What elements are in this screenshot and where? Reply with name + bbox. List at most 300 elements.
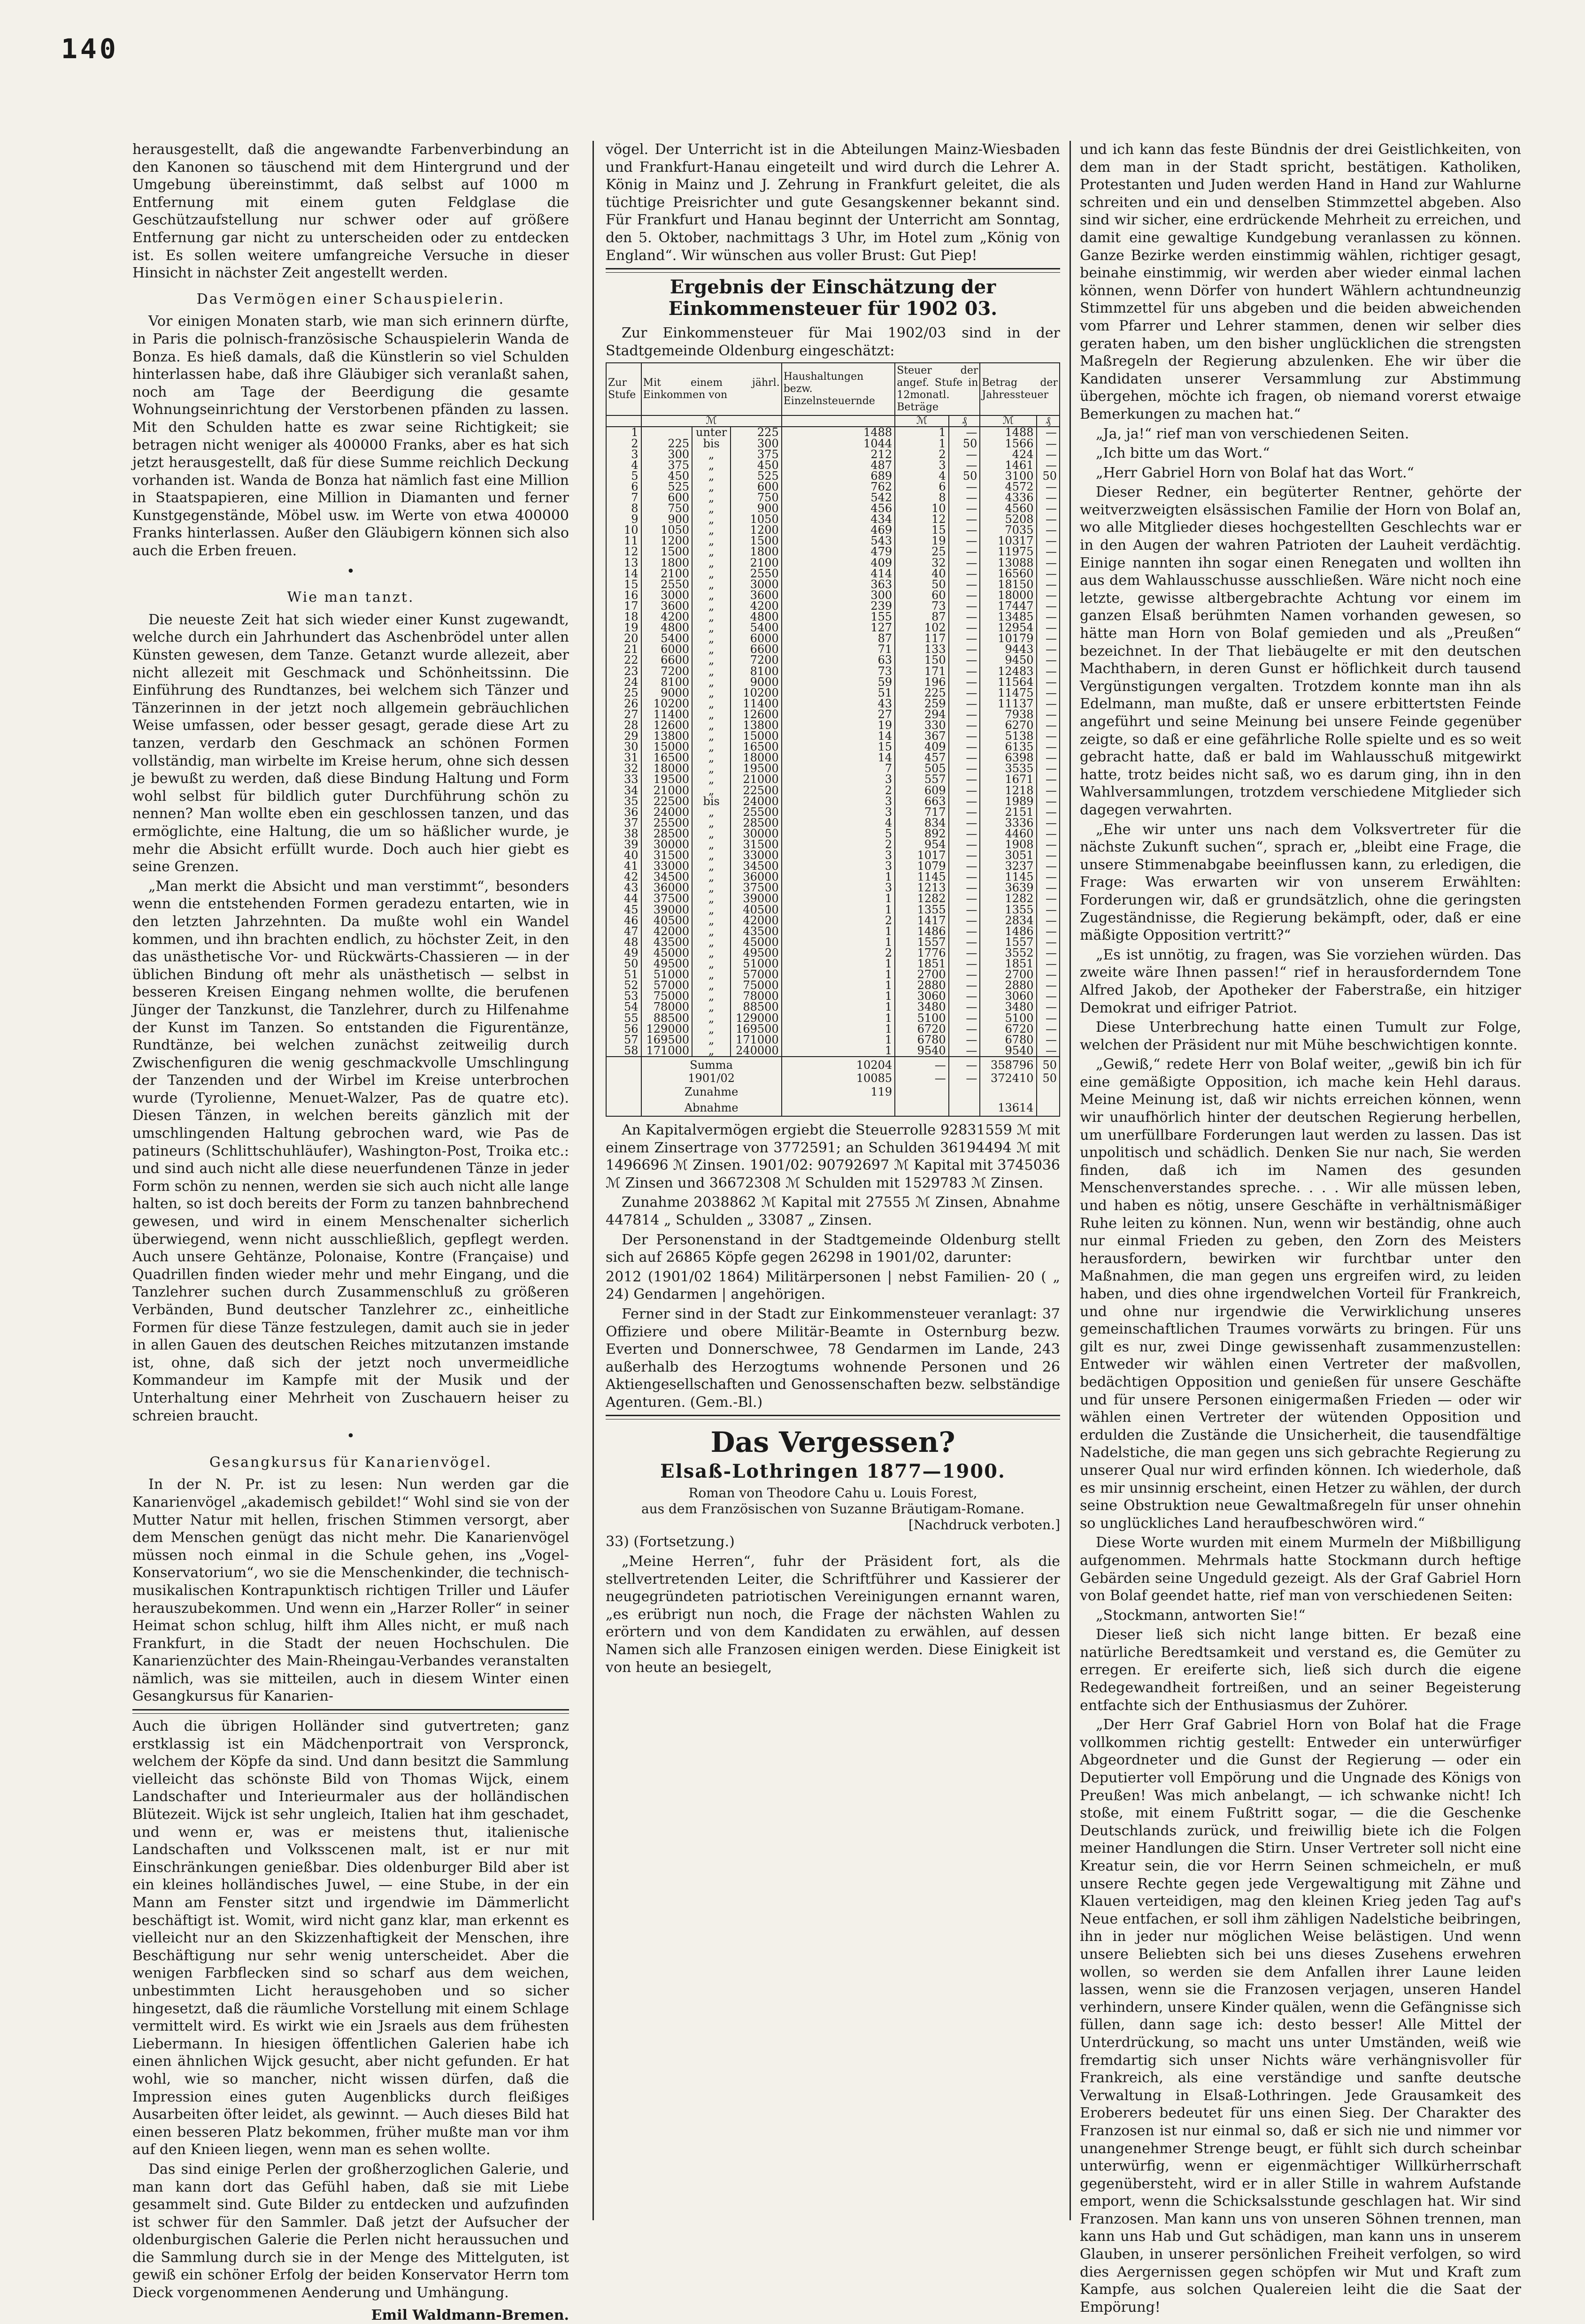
cell-rate-mark: 15 [895, 525, 949, 536]
cell-stufe: 45 [606, 905, 641, 915]
cell-rate-pf: — [949, 861, 980, 872]
cell-tax-mark: 4560 [980, 503, 1036, 514]
cell-tax-pf: — [1037, 991, 1060, 1002]
header-annual-tax: Betrag der Jahressteuer [980, 363, 1060, 415]
cell-tax-pf: — [1037, 915, 1060, 926]
cell-tax-pf: — [1037, 959, 1060, 969]
header-households: Haushaltungen bezw. Einzelnsteuernde [782, 363, 895, 415]
cell-tax-mark: 7035 [980, 525, 1036, 536]
section-heading: Das Vermögen einer Schauspielerin. [196, 291, 505, 307]
cell-tax-pf: — [1037, 546, 1060, 557]
cell-income-sep: „ [692, 633, 731, 644]
cell-income-sep: „ [692, 525, 731, 536]
paragraph: Ferner sind in der Stadt zur Einkommensteuer veranlagt: 37 Offiziere und obere Militär-Beamte in Osternburg bezw. Everten und Donnerschwee, 78 Gendarmen im Lande, 243 außerhalb des Herzogtums wohnende Personen und 26 Aktiengesellschaften und Genossenschaften bezw. selbständige Agenturen. (Gem.-Bl.) [606, 1305, 1060, 1411]
cell-households: 434 [782, 514, 895, 525]
cell-tax-pf: — [1037, 1002, 1060, 1012]
cell-income-sep: „ [692, 959, 731, 969]
cell-households: 87 [782, 633, 895, 644]
cell-tax-mark: 1851 [980, 959, 1036, 969]
cell-stufe: 30 [606, 742, 641, 752]
cell-rate-pf: — [949, 948, 980, 959]
cell-stufe: 54 [606, 1002, 641, 1012]
cell-tax-pf: — [1037, 590, 1060, 601]
cell-tax-mark: 1989 [980, 796, 1036, 807]
cell-rate-mark: 1 [895, 427, 949, 438]
cell-stufe: 42 [606, 872, 641, 882]
cell-rate-mark: 133 [895, 644, 949, 655]
cell-income-to: 375 [731, 449, 782, 460]
cell-tax-pf: — [1037, 644, 1060, 655]
cell-households: 1 [782, 980, 895, 991]
cell-income-from: 42000 [641, 926, 692, 937]
cell-tax-pf: — [1037, 905, 1060, 915]
cell-rate-pf: — [949, 980, 980, 991]
paragraph: In der N. Pr. ist zu lesen: Nun werden gar die Kanarienvögel „akademisch gebildet!“ Wohl sind sie von der Mutter Natur mit hellen, frischen Stimmen versorgt, aber dem Menschen genügt das nicht mehr. Die Kanarienvögel müssen noch einmal in die Schule gehen, ins „Vogel-Konservatorium“, wo sie die Menschenkinder, die technisch-musikalischen Kontrapunktisch richtigen Triller und Läufer herauszubekommen. Und wenn ein „Harzer Roller“ in seiner Heimat schon schlug, hilft ihm Alles nicht, er muß nach Frankfurt, in die Stadt der neuen Hochschulen. Die Kanarienzüchter des Main-Rheingau-Verbandes veranstalten nämlich, was sie mitteilen, auch in diesem Winter einen Gesangkursus für Kanarien- [132, 1476, 569, 1705]
cell-stufe: 17 [606, 601, 641, 612]
cell-rate-mark: 32 [895, 558, 949, 568]
zunahme-households: 119 [782, 1084, 895, 1100]
cell-income-sep: „ [692, 720, 731, 731]
cell-income-from: 15000 [641, 742, 692, 752]
separator-dot: • [346, 1428, 355, 1445]
cell-income-from: 45000 [641, 948, 692, 959]
cell-rate-pf: — [949, 622, 980, 633]
cell-income-sep: „ [692, 558, 731, 568]
cell-stufe: 27 [606, 709, 641, 720]
cell-income-to: 12600 [731, 709, 782, 720]
cell-rate-mark: 6 [895, 482, 949, 492]
cell-rate-mark: 150 [895, 655, 949, 666]
cell-rate-mark: 4 [895, 471, 949, 482]
cell-income-sep: „ [692, 905, 731, 915]
cell-households: 363 [782, 579, 895, 590]
header-tax-rate: Steuer der angef. Stufe in 12monatl. Beträge [895, 363, 980, 415]
cell-income-sep: „ [692, 568, 731, 579]
cell-tax-mark: 11564 [980, 677, 1036, 688]
cell-income-to: 22500 [731, 785, 782, 796]
cell-income-from: 5400 [641, 633, 692, 644]
cell-income-from: 25500 [641, 818, 692, 828]
cell-stufe: 10 [606, 525, 641, 536]
cell-tax-pf: — [1037, 752, 1060, 763]
cell-tax-mark: 10317 [980, 536, 1036, 546]
paragraph: „Gewiß,“ redete Herr von Bolaf weiter, „gewiß bin ich für eine gemäßigte Opposition, ich mache kein Hehl daraus. Meine Meinung ist, daß wir nichts erreichen können, wenn wir unaufhörlich hinter der deutschen Regierung herbellen, um unerfüllbare Forderungen laut werden zu lassen. Das ist unpolitisch und schädlich. Denken Sie nur nach, Sie werden finden, daß ich im Namen des gesunden Menschenverstandes spreche. . . . Wir alle müssen leben, und haben es nötig, unsere Geschäfte in verhältnismäßiger Ruhe leiten zu können. Nun, wenn wir beständig, ohne auch nur einmal Frieden zu geben, den Zorn des Meisters herausfordern, bewirken wir furchtbar unter den Maßnahmen, die man gegen uns ergreifen wird, zu leiden haben, und dies ohne irgendwelchen Vorteil für Frankreich, und ohne nur irgendwie die Verwirklichung unseres gemeinschaftlichen Traumes vorwärts zu bringen. Für uns gilt es nur, zwei Dinge gewissenhaft zusammenzustellen: Entweder wir wählen einen Vertreter der maßvollen, bedächtigen Opposition und genießen für unsere Geschäfte und für unsere Personen einigermaßen Frieden — oder wir wählen einen Vertreter der wütenden Opposition und erdulden die Zustände die Unsicherheit, die tausendfältige Nadelstiche, die man gegen uns sich gebrachte Regierung zu unserer Qual nur wird erfinden können. Ich wiederhole, daß es mir unsinnig erscheint, einen Hetzer zu wählen, der durch seine Obstruktion neue Gewaltmaßregeln für unser ohnehin so unglückliches Land heraufbeschwören wird.“ [1080, 1056, 1521, 1532]
cell-tax-mark: 4460 [980, 828, 1036, 839]
summa-households: 10204 [782, 1057, 895, 1073]
cell-income-from: 225 [641, 438, 692, 449]
paragraph: „Man merkt die Absicht und man verstimmt“, besonders wenn die entstehenden Formen geradezu entarten, wie in den letzten Jahrzehnten. Da mußte wohl ein Wandel kommen, und ihn brachten endlich, zu höchster Zeit, in den das unästhetische Vor- und Rückwärts-Chassieren — in der üblichen Bindung oft mehr als unästhetisch — selbst in besseren Kreisen Eingang nehmen wollte, die berufenen Jünger der Tanzkunst, die Tanzlehrer, durch zu Hilfenahme der Kunst im Tanzen. So entstanden die Figurentänze, Rundtänze, bei welchen zunächst zeitweilig durch Zwischenfiguren die wenig geschmackvolle Umschlingung der Tanzenden und der Wirbel im Kreise unterbrochen wurde (Tyrolienne, Menuet-Walzer, Pas de quatre etc). Diesen Tänzen, in welchen bereits gänzlich mit der umschlingenden Haltung gebrochen ward, wie Pas de patineurs (Schlittschuhläufer), Washington-Post, Troika etc.: und sind auch nicht alle diese neuerfundenen Tänze in jeder Form schön zu nennen, werden sie sich auch nicht alle lange halten, so ist doch bereits der Form zu tanzen bahnbrechend gewesen, und wird in einem Menschenalter sicherlich überwiegend, wenn nicht ausschließlich, gepflegt werden. Auch unsere Gehtänze, Polonaise, Kontre (Française) und Quadrillen finden wieder mehr und mehr Eingang, und die Tanzlehrer suchen durch Zusammenschluß zu größeren Verbänden, Bund deutscher Tanzlehrer zc., einheitliche Formen für diese Tänze festzulegen, damit auch sie in jeder in allen Gauen des deutschen Reiches mitzutanzen imstande ist, ohne, daß sich der jetzt noch unvermeidliche Kommandeur im Kampfe mit der Musik und der Unterhaltung einer Mehrheit von Zuschauern heiser zu schreien braucht. [132, 878, 569, 1424]
cell-tax-mark: 11475 [980, 688, 1036, 698]
cell-stufe: 18 [606, 612, 641, 622]
cell-income-from: 750 [641, 503, 692, 514]
cell-households: 1 [782, 905, 895, 915]
cell-income-sep: „ [692, 644, 731, 655]
cell-income-from: 3600 [641, 601, 692, 612]
paragraph: Zunahme 2038862 ℳ Kapital mit 27555 ℳ Zinsen, Abnahme 447814 „ Schulden „ 33087 „ Zinsen. [606, 1194, 1060, 1228]
cell-tax-pf: — [1037, 731, 1060, 742]
cell-tax-pf: — [1037, 882, 1060, 893]
cell-income-to: 37500 [731, 882, 782, 893]
cell-stufe: 1 [606, 427, 641, 438]
cell-rate-mark: 25 [895, 546, 949, 557]
cell-rate-mark: 2880 [895, 980, 949, 991]
section-rule [606, 268, 1060, 273]
cell-tax-mark: 3060 [980, 991, 1036, 1002]
cell-income-sep: „ [692, 514, 731, 525]
cell-rate-mark: 1145 [895, 872, 949, 882]
cell-income-sep: „ [692, 612, 731, 622]
cell-income-sep: „ [692, 828, 731, 839]
cell-tax-mark: 5138 [980, 731, 1036, 742]
cell-tax-pf: — [1037, 763, 1060, 774]
cell-stufe: 48 [606, 937, 641, 948]
cell-rate-mark: 330 [895, 720, 949, 731]
cell-rate-pf: — [949, 959, 980, 969]
cell-tax-mark: 10179 [980, 633, 1036, 644]
cell-households: 1 [782, 872, 895, 882]
cell-households: 1 [782, 1024, 895, 1035]
cell-households: 542 [782, 492, 895, 503]
novel-credit: Roman von Theodore Cahu u. Louis Forest, [688, 1485, 977, 1501]
cell-stufe: 13 [606, 558, 641, 568]
cell-tax-mark: 13088 [980, 558, 1036, 568]
cell-tax-mark: 3100 [980, 471, 1036, 482]
income-tax-table [606, 362, 1060, 1117]
cell-households: 71 [782, 644, 895, 655]
cell-stufe: 25 [606, 688, 641, 698]
cell-income-sep: „ [692, 948, 731, 959]
cell-stufe: 29 [606, 731, 641, 742]
cell-rate-mark: 663 [895, 796, 949, 807]
cell-households: 1 [782, 937, 895, 948]
table-title: Ergebnis der Einschätzung der Einkommensteuer für 1902 03. [668, 276, 998, 320]
cell-tax-pf: — [1037, 926, 1060, 937]
cell-stufe: 33 [606, 774, 641, 785]
cell-tax-pf: — [1037, 720, 1060, 731]
cell-stufe: 37 [606, 818, 641, 828]
cell-households: 300 [782, 590, 895, 601]
cell-income-sep: „ [692, 937, 731, 948]
cell-income-from: 9000 [641, 688, 692, 698]
cell-households: 1 [782, 893, 895, 904]
cell-tax-pf: — [1037, 612, 1060, 622]
cell-stufe: 28 [606, 720, 641, 731]
cell-stufe: 38 [606, 828, 641, 839]
cell-income-sep: „ [692, 688, 731, 698]
cell-income-from: 28500 [641, 828, 692, 839]
cell-income-from: 21000 [641, 785, 692, 796]
cell-tax-mark: 6270 [980, 720, 1036, 731]
cell-households: 1 [782, 959, 895, 969]
cell-income-from: 75000 [641, 991, 692, 1002]
cell-tax-mark: 18150 [980, 579, 1036, 590]
cell-rate-mark: 557 [895, 774, 949, 785]
cell-income-sep: „ [692, 546, 731, 557]
cell-income-to: 4200 [731, 601, 782, 612]
cell-income-to: 34500 [731, 861, 782, 872]
cell-income-to: 3000 [731, 579, 782, 590]
cell-income-from: 31500 [641, 850, 692, 861]
cell-income-from: 57000 [641, 980, 692, 991]
cell-tax-mark: 2880 [980, 980, 1036, 991]
cell-stufe: 2 [606, 438, 641, 449]
cell-income-to: 525 [731, 471, 782, 482]
cell-rate-pf: — [949, 969, 980, 980]
cell-tax-pf: — [1037, 688, 1060, 698]
cell-tax-pf: — [1037, 850, 1060, 861]
cell-households: 2 [782, 785, 895, 796]
cell-income-from: 2550 [641, 579, 692, 590]
cell-tax-mark: 1671 [980, 774, 1036, 785]
cell-tax-mark: 1908 [980, 839, 1036, 850]
cell-income-sep: bis [692, 438, 731, 449]
cell-income-sep: „ [692, 969, 731, 980]
cell-income-to: 240000 [731, 1045, 782, 1057]
cell-income-to: 6600 [731, 644, 782, 655]
cell-households: 1488 [782, 427, 895, 438]
cell-stufe: 40 [606, 850, 641, 861]
cell-income-from: 1050 [641, 525, 692, 536]
cell-income-sep: „ [692, 915, 731, 926]
cell-income-sep: unter [692, 427, 731, 438]
cell-stufe: 16 [606, 590, 641, 601]
cell-households: 59 [782, 677, 895, 688]
cell-income-from: 375 [641, 460, 692, 471]
paragraph: „Ja, ja!“ rief man von verschiedenen Seiten. [1096, 425, 1409, 442]
cell-income-from: 39000 [641, 905, 692, 915]
cell-rate-pf: — [949, 731, 980, 742]
cell-income-sep: „ [692, 763, 731, 774]
cell-income-sep: „ [692, 850, 731, 861]
cell-tax-pf: — [1037, 655, 1060, 666]
cell-rate-pf: — [949, 915, 980, 926]
cell-income-sep: „ [692, 536, 731, 546]
cell-tax-pf: — [1037, 525, 1060, 536]
cell-income-to: 1500 [731, 536, 782, 546]
cell-income-sep: „ [692, 1013, 731, 1024]
cell-income-sep: „ [692, 1024, 731, 1035]
cell-income-to: 6000 [731, 633, 782, 644]
cell-income-from: 8100 [641, 677, 692, 688]
cell-rate-mark: 3480 [895, 1002, 949, 1012]
cell-rate-mark: 102 [895, 622, 949, 633]
cell-rate-pf: — [949, 818, 980, 828]
cell-tax-pf: — [1037, 427, 1060, 438]
cell-income-sep: „ [692, 698, 731, 709]
cell-income-from: 51000 [641, 969, 692, 980]
cell-tax-pf: — [1037, 677, 1060, 688]
cell-stufe: 32 [606, 763, 641, 774]
cell-stufe: 49 [606, 948, 641, 959]
cell-rate-mark: 8 [895, 492, 949, 503]
cell-income-to: 18000 [731, 752, 782, 763]
cell-income-to: 750 [731, 492, 782, 503]
cell-households: 409 [782, 558, 895, 568]
cell-tax-mark: 424 [980, 449, 1036, 460]
cell-income-to: 15000 [731, 731, 782, 742]
cell-households: 73 [782, 666, 895, 677]
cell-income-to: 19500 [731, 763, 782, 774]
cell-income-sep: „ [692, 482, 731, 492]
cell-rate-pf: — [949, 655, 980, 666]
cell-households: 51 [782, 688, 895, 698]
prev-pf: 50 [1037, 1073, 1060, 1084]
cell-tax-pf: — [1037, 601, 1060, 612]
cell-tax-pf: — [1037, 482, 1060, 492]
summa-pf: 50 [1037, 1057, 1060, 1073]
cell-income-from: 43500 [641, 937, 692, 948]
cell-households: 3 [782, 774, 895, 785]
cell-households: 1 [782, 926, 895, 937]
paragraph: vögel. Der Unterricht ist in die Abteilungen Mainz-Wiesbaden und Frankfurt-Hanau eingeteilt und wird durch die Lehrer A. König in Mainz und J. Zehrung in Frankfurt geleitet, die als tüchtige Preisrichter und gute Gesangskenner bekannt sind. Für Frankfurt und Hanau beginnt der Unterricht am Sonntag, den 5. Oktober, nachmittags 3 Uhr, im Hotel zum „König von England“. Wir wünschen aus voller Brust: Gut Piep! [606, 141, 1060, 264]
cell-rate-pf: — [949, 1002, 980, 1012]
table-row [606, 1045, 1060, 1057]
cell-households: 127 [782, 622, 895, 633]
cell-stufe: 47 [606, 926, 641, 937]
cell-tax-pf: — [1037, 742, 1060, 752]
summa-dash: — [949, 1057, 980, 1073]
cell-stufe: 6 [606, 482, 641, 492]
cell-tax-pf: — [1037, 980, 1060, 991]
cell-income-sep: „ [692, 980, 731, 991]
cell-income-sep: „ [692, 731, 731, 742]
cell-rate-mark: 9540 [895, 1045, 949, 1057]
cell-rate-pf: — [949, 1035, 980, 1045]
cell-households: 3 [782, 850, 895, 861]
cell-tax-pf: — [1037, 937, 1060, 948]
cell-households: 19 [782, 720, 895, 731]
abnahme-label: Abnahme [641, 1100, 782, 1116]
cell-tax-mark: 1557 [980, 937, 1036, 948]
cell-tax-pf: — [1037, 893, 1060, 904]
cell-income-sep: „ [692, 742, 731, 752]
cell-income-from: 169500 [641, 1035, 692, 1045]
cell-tax-mark: 5100 [980, 1013, 1036, 1024]
cell-income-from: 37500 [641, 893, 692, 904]
cell-stufe: 35 [606, 796, 641, 807]
cell-income-from: 171000 [641, 1045, 692, 1057]
cell-stufe: 56 [606, 1024, 641, 1035]
cell-tax-mark: 11975 [980, 546, 1036, 557]
cell-income-from: 49500 [641, 959, 692, 969]
cell-tax-mark: 1566 [980, 438, 1036, 449]
cell-tax-pf: — [1037, 633, 1060, 644]
cell-tax-pf: — [1037, 579, 1060, 590]
paragraph: „Ehe wir unter uns nach dem Volksvertreter für die nächste Zukunft suchen“, sprach er, „bleibt eine Frage, die unsere Stimmenabgabe beeinflussen kann, zu erledigen, die Frage: Was erwarten wir von unserem Erwählten: Forderungen wir, daß er grundsätzlich, ohne die geringsten Zugeständnisse, die Regierung bekämpft, oder, daß er eine mäßigte Opposition vertritt?“ [1080, 821, 1521, 944]
paragraph: und ich kann das feste Bündnis der drei Geistlichkeiten, von dem man in der Stadt spricht, bestätigen. Katholiken, Protestanten und Juden werden Hand in Hand zur Wahlurne schreiten und ein und denselben Stimmzettel abgeben. Also sind wir sicher, eine erdrückende Mehrheit zu erreichen, und damit eine gewaltige Kundgebung veranlassen zu können. Ganze Bezirke werden einstimmig wählen, richtiger gesagt, beinahe einstimmig, wir werden aber wieder einmal lachen können, wenn Dörfer von hundert Wählern achtundneunzig Stimmzettel für uns abgeben und die beiden abweichenden vom Pfarrer und Lehrer stammen, denen wir selber dies geraten haben, um den bisher unglücklichen die strengsten Maßregeln der Regierung abzulenken. Ehe wir über die Kandidaten unserer Versammlung zur Abstimmung übergehen, möchte ich fragen, ob niemand vorerst etwaige Bemerkungen zu machen hat.“ [1080, 141, 1521, 422]
cell-income-to: 1200 [731, 525, 782, 536]
cell-income-from: 18000 [641, 763, 692, 774]
paragraph: „Stockmann, antworten Sie!“ [1096, 1607, 1306, 1624]
cell-income-to: 25500 [731, 807, 782, 818]
cell-rate-mark: 367 [895, 731, 949, 742]
cell-rate-pf: — [949, 905, 980, 915]
cell-stufe: 55 [606, 1013, 641, 1024]
unit-mark: ℳ [641, 415, 782, 427]
cell-rate-mark: 196 [895, 677, 949, 688]
cell-households: 3 [782, 882, 895, 893]
cell-households: 4 [782, 818, 895, 828]
cell-tax-pf: — [1037, 460, 1060, 471]
cell-rate-mark: 6780 [895, 1035, 949, 1045]
cell-income-from: 1500 [641, 546, 692, 557]
cell-rate-mark: 457 [895, 752, 949, 763]
cell-income-sep: „ [692, 882, 731, 893]
cell-tax-mark: 6398 [980, 752, 1036, 763]
cell-stufe: 51 [606, 969, 641, 980]
continuation-marker: 33) (Fortsetzung.) [606, 1534, 735, 1550]
cell-rate-mark: 12 [895, 514, 949, 525]
cell-households: 14 [782, 731, 895, 742]
summa-label: Summa [641, 1057, 782, 1073]
paragraph: Diese Worte wurden mit einem Murmeln der Mißbilligung aufgenommen. Mehrmals hatte Stockmann durch heftige Gebärden seine Ungeduld gezeigt. Als der Graf Gabriel Horn von Bolaf geendet hatte, rief man von verschiedenen Seiten: [1080, 1534, 1521, 1604]
novel-credit: aus dem Französischen von Suzanne Bräutigam-Romane. [641, 1501, 1025, 1517]
cell-income-to: 4800 [731, 612, 782, 622]
cell-income-to: 88500 [731, 1002, 782, 1012]
cell-income-from: 1800 [641, 558, 692, 568]
cell-households: 487 [782, 460, 895, 471]
cell-rate-pf: — [949, 612, 980, 622]
cell-income-to: 49500 [731, 948, 782, 959]
cell-income-from: 11400 [641, 709, 692, 720]
cell-rate-pf: — [949, 785, 980, 796]
cell-stufe: 8 [606, 503, 641, 514]
cell-rate-pf: — [949, 536, 980, 546]
cell-rate-mark: 1486 [895, 926, 949, 937]
cell-income-to: 39000 [731, 893, 782, 904]
cell-income-sep: „ [692, 590, 731, 601]
column-rule [1069, 141, 1071, 2220]
summa-mark: 358796 [980, 1057, 1036, 1073]
cell-stufe: 36 [606, 807, 641, 818]
cell-income-to: 40500 [731, 905, 782, 915]
cell-rate-mark: 294 [895, 709, 949, 720]
cell-tax-pf: — [1037, 1045, 1060, 1057]
cell-income-to: 2100 [731, 558, 782, 568]
cell-stufe: 5 [606, 471, 641, 482]
cell-stufe: 44 [606, 893, 641, 904]
cell-tax-mark: 4572 [980, 482, 1036, 492]
cell-rate-pf: — [949, 828, 980, 839]
cell-tax-mark: 6780 [980, 1035, 1036, 1045]
cell-rate-pf: — [949, 742, 980, 752]
cell-income-sep: „ [692, 774, 731, 785]
cell-tax-mark: 3535 [980, 763, 1036, 774]
cell-income-to: 31500 [731, 839, 782, 850]
cell-income-to: 16500 [731, 742, 782, 752]
cell-tax-pf: — [1037, 785, 1060, 796]
cell-households: 239 [782, 601, 895, 612]
cell-rate-mark: 6720 [895, 1024, 949, 1035]
cell-income-from: 2100 [641, 568, 692, 579]
cell-income-from: 34500 [641, 872, 692, 882]
paragraph: „Der Herr Graf Gabriel Horn von Bolaf hat die Frage vollkommen richtig gestellt: Entweder ein unterwürfiger Abgeordneter und die Gunst der Regierung — oder ein Deputierter voll Empörung und die Ungnade des Königs von Preußen! Was mich anbelangt, — ich schwanke nicht! Ich stoße, mit einem Fußtritt sogar, — die die Geschenke Deutschlands zurück, und freiwillig biete ich die Folgen meiner Handlungen die Stirn. Unser Vertreter soll nicht eine Kreatur sein, die vor Herrn Seinen schmeicheln, er muß unsere Rechte gegen jede Vergewaltigung mit Zähne und Klauen verteidigen, mag den kleinen Krieg jeden Tag auf's Neue entfachen, er soll ihm zähligen Nadelstiche beibringen, ihn in jeder nur möglichen Weise belästigen. Und wenn unsere Beliebten sich bei uns dieses Zusehens erwehren wollen, so werden sie dem Anfallen ihrer Laune leiden lassen, wenn sie die Franzosen verjagen, unseren Handel verhindern, unsere Kinder quälen, wenn die Gefängnisse sich füllen, dann sage ich: desto besser! Alle Mittel der Unterdrückung, so macht uns unter Umständen, weiß wie fremdartig sich unser Nichts wäre verhängnisvoller für Frankreich, als eine verständige und sanfte deutsche Verwaltung in Elsaß-Lothringen. Jede Grausamkeit des Eroberers bedeutet für uns einen Sieg. Der Charakter des Franzosen ist nur einmal so, daß er sich nie und nimmer vor unangenehmer Strenge beugt, er fühlt sich durch scheinbar unterwürfig, wenn er eigenmächtiger Willkürherrschaft gegenübersteht, wird er in aller Stille in wahrem Aufstande emport, wenn die Schicksalsstunde geschlagen hat. Wir sind Franzosen. Man kann uns von unseren Söhnen trennen, man kann uns Hab und Gut schädigen, man kann uns in unserem Glauben, in unserer persönlichen Freiheit verfolgen, so wird dies Aergernissen gegen schöpfen wir Mut und Kraft zum Kampfe, aus solchen Qualereien leiht die die Saat der Empörung! [1080, 1717, 1521, 2316]
cell-income-from: 3000 [641, 590, 692, 601]
cell-households: 1 [782, 1013, 895, 1024]
cell-stufe: 31 [606, 752, 641, 763]
cell-tax-pf: — [1037, 492, 1060, 503]
cell-income-from: 78000 [641, 1002, 692, 1012]
cell-stufe: 26 [606, 698, 641, 709]
cell-tax-mark: 1218 [980, 785, 1036, 796]
cell-stufe: 19 [606, 622, 641, 633]
cell-tax-mark: 3336 [980, 818, 1036, 828]
cell-income-from: 525 [641, 482, 692, 492]
cell-rate-mark: 73 [895, 601, 949, 612]
cell-tax-mark: 12483 [980, 666, 1036, 677]
cell-rate-pf: — [949, 558, 980, 568]
cell-households: 3 [782, 861, 895, 872]
